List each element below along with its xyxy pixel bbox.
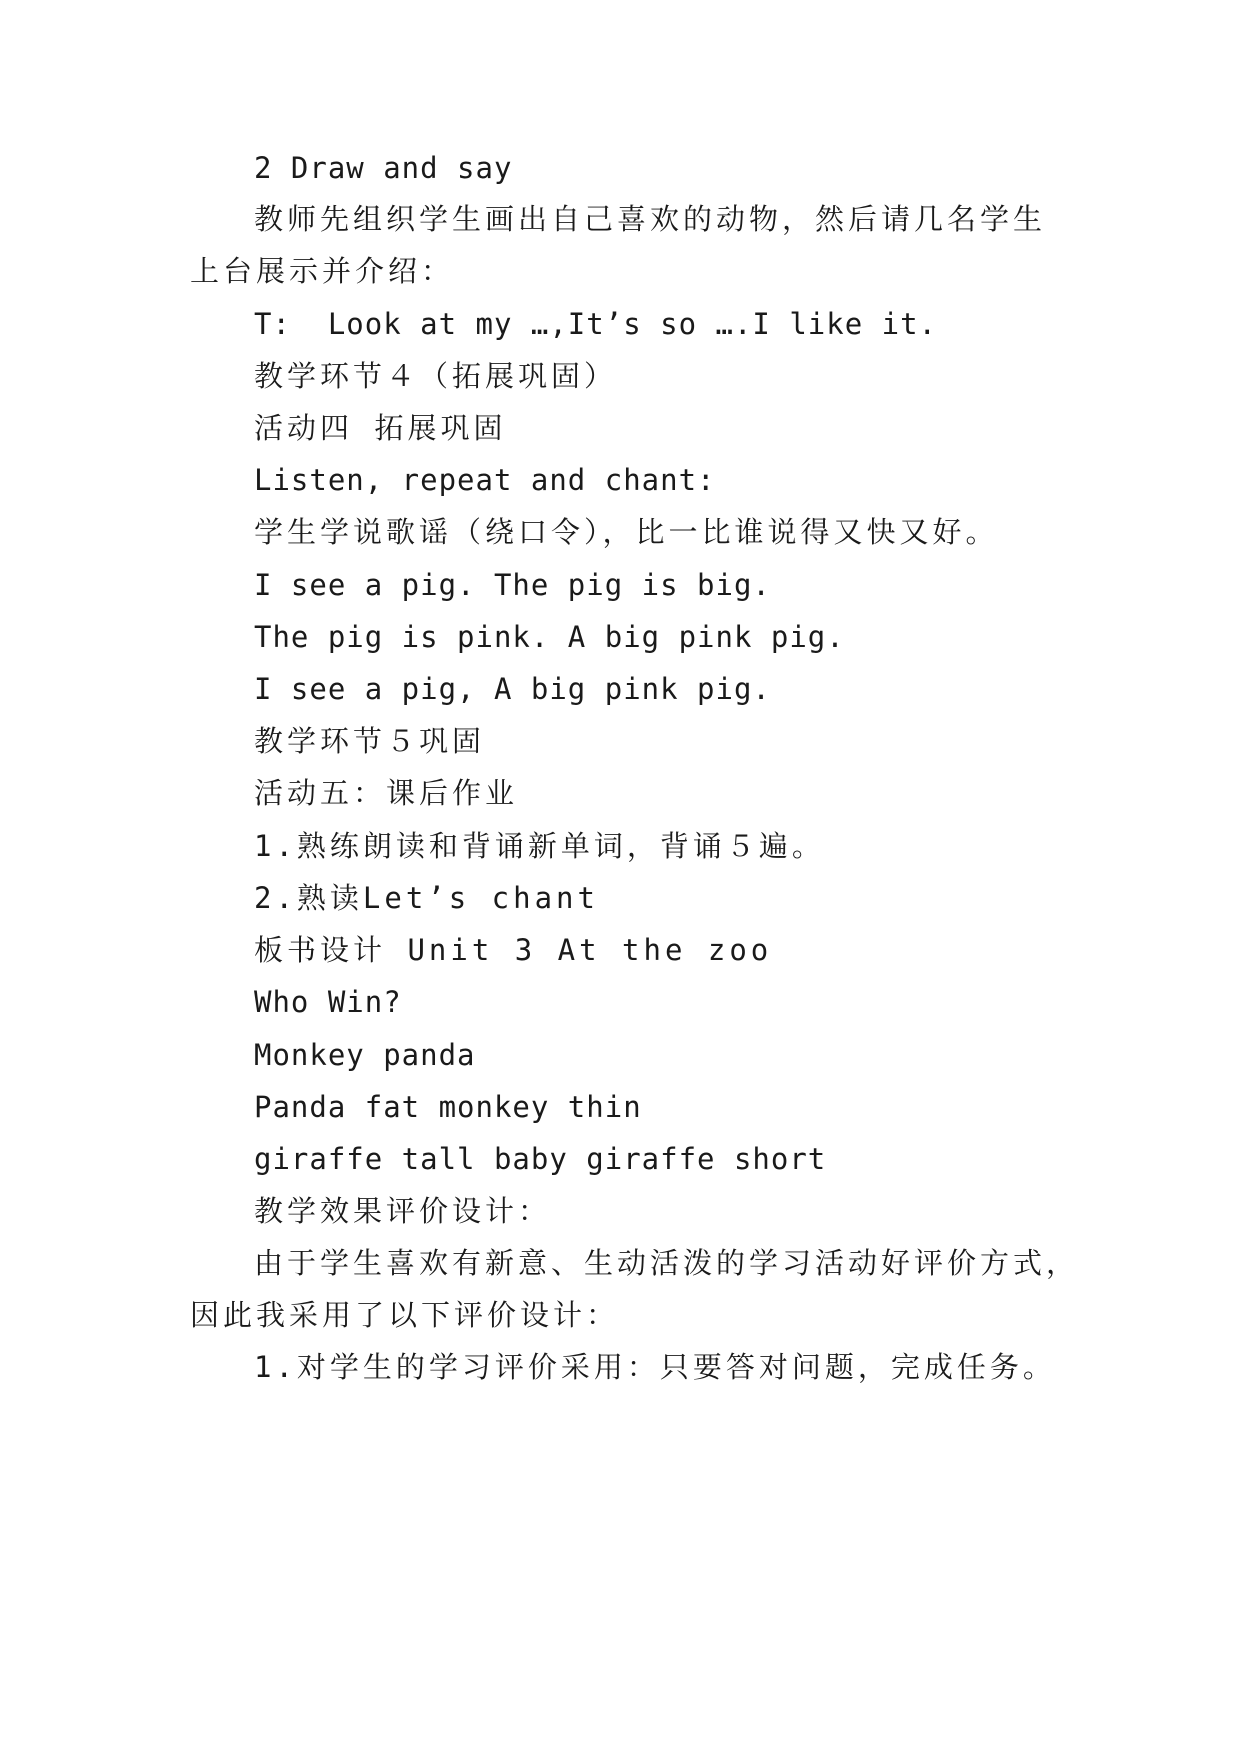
text-line: 1.对学生的学习评价采用：只要答对问题，完成任务。 [254, 1350, 1056, 1384]
text-line: 教师先组织学生画出自己喜欢的动物，然后请几名学生 [254, 202, 1047, 236]
text-line: T: Look at my …,It’s so ….I like it. [254, 307, 938, 341]
text-line: 2.熟读Let’s chant [254, 881, 599, 915]
text-line: Listen, repeat and chant: [254, 463, 716, 497]
text-line: I see a pig, A big pink pig. [254, 672, 771, 706]
text-line: 因此我采用了以下评价设计： [190, 1298, 620, 1332]
text-line: 由于学生喜欢有新意、生动活泼的学习活动好评价方式， [254, 1246, 1080, 1280]
text-line: 学生学说歌谣（绕口令），比一比谁说得又快又好。 [254, 515, 999, 549]
text-line: 活动五：课后作业 [254, 776, 519, 810]
text-line: 教学环节５巩固 [254, 724, 486, 758]
text-line: 板书设计 Unit 3 At the zoo [254, 933, 773, 967]
text-line: giraffe tall baby giraffe short [254, 1142, 827, 1176]
text-line: Who Win? [254, 985, 402, 1019]
text-line: 2 Draw and say [254, 151, 513, 185]
text-line: 1.熟练朗读和背诵新单词，背诵５遍。 [254, 829, 825, 863]
text-line: 活动四 拓展巩固 [254, 411, 507, 445]
text-line: 上台展示并介绍： [190, 254, 455, 288]
text-line: I see a pig. The pig is big. [254, 568, 771, 602]
text-line: 教学效果评价设计： [254, 1194, 552, 1228]
text-line: Panda fat monkey thin [254, 1090, 642, 1124]
text-line: Monkey panda [254, 1038, 476, 1072]
text-line: The pig is pink. A big pink pig. [254, 620, 845, 654]
text-line: 教学环节４（拓展巩固） [254, 359, 618, 393]
